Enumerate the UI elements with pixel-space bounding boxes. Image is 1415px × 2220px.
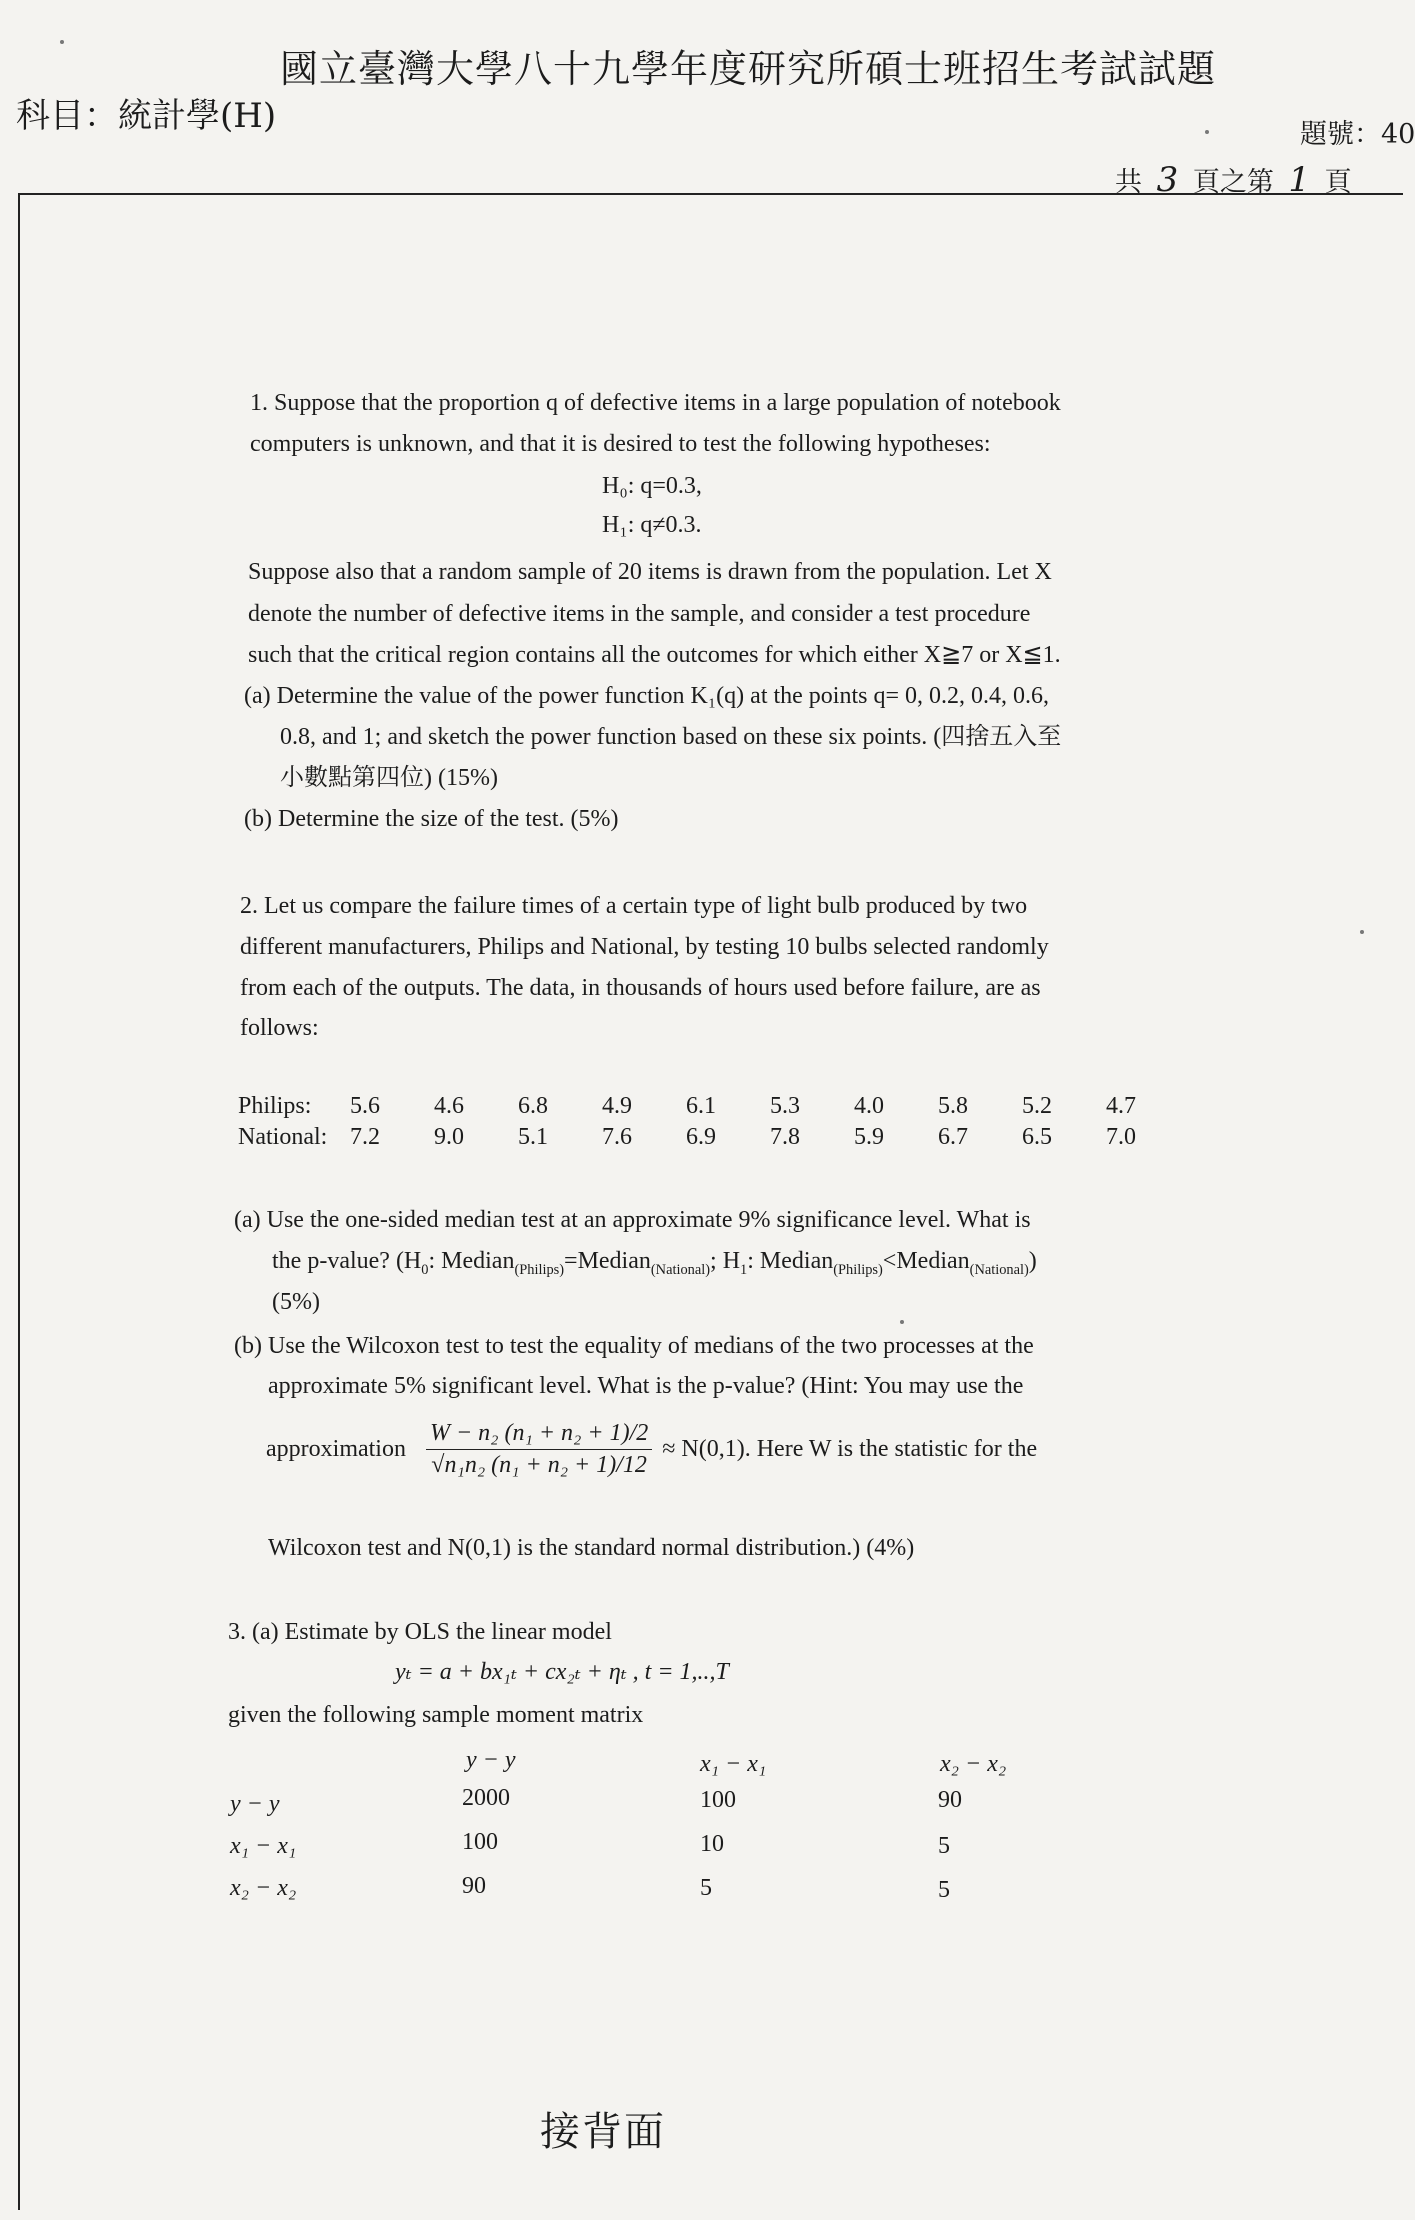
question-number: 題號：40 xyxy=(1300,119,1415,150)
data-cell: 7.6 xyxy=(602,1124,632,1150)
data-cell: 9.0 xyxy=(434,1124,464,1150)
q1-line3: Suppose also that a random sample of 20 items is drawn from the population. Let X xyxy=(248,559,1052,585)
scan-speck xyxy=(900,1320,904,1324)
matrix-col-header: y − y xyxy=(466,1747,516,1773)
data-cell: 4.7 xyxy=(1106,1093,1136,1119)
exam-title: 國立臺灣大學八十九學年度研究所碩士班招生考試試題 xyxy=(280,47,1217,91)
text-run: ; H xyxy=(710,1248,741,1274)
matrix-cell: 2000 xyxy=(462,1785,510,1811)
data-cell: 4.6 xyxy=(434,1093,464,1119)
data-cell: 5.6 xyxy=(350,1093,380,1119)
fraction-numerator: W − n₂ (n₁ + n₂ + 1)/2 xyxy=(426,1420,652,1450)
q2-line2: different manufacturers, Philips and National, by testing 10 bulbs selected randomly xyxy=(240,934,1049,960)
subject-label: 科目：統計學(H) xyxy=(16,96,277,136)
text-run: =Median xyxy=(564,1248,651,1274)
matrix-row-label: y − y xyxy=(230,1791,280,1817)
matrix-cell: 90 xyxy=(938,1787,962,1813)
q1-line4: denote the number of defective items in the sample, and consider a test procedure xyxy=(248,601,1031,627)
data-cell: 5.8 xyxy=(938,1093,968,1119)
data-cell: 5.1 xyxy=(518,1124,548,1150)
matrix-cell: 90 xyxy=(462,1873,486,1899)
matrix-row-label: x₂ − x₂ xyxy=(230,1875,297,1901)
q2-part-b-line2: approximate 5% significant level. What is the p-value? (Hint: You may use the xyxy=(268,1373,1024,1399)
pages-current: 1 xyxy=(1288,160,1311,200)
q3-line2: given the following sample moment matrix xyxy=(228,1702,644,1728)
subscript: (Philips) xyxy=(514,1261,565,1278)
q2-line1: 2. Let us compare the failure times of a certain type of light bulb produced by two xyxy=(240,893,1028,919)
pages-suffix: 頁 xyxy=(1324,167,1352,198)
matrix-row-label: x₁ − x₁ xyxy=(230,1833,297,1859)
q1-h0: H₀: q=0.3, xyxy=(602,473,702,499)
subscript: (Philips) xyxy=(833,1261,883,1278)
matrix-cell: 100 xyxy=(700,1787,736,1813)
matrix-cell: 5 xyxy=(700,1875,712,1901)
matrix-cell: 100 xyxy=(462,1829,498,1855)
text-run: : Median xyxy=(747,1248,834,1274)
scan-speck xyxy=(1205,130,1209,134)
q2-part-b-line1: (b) Use the Wilcoxon test to test the equality of medians of the two processes at the xyxy=(234,1333,1034,1359)
text-run: <Median xyxy=(882,1248,970,1274)
approximation-tail: ≈ N(0,1). Here W is the statistic for the xyxy=(662,1436,1038,1462)
national-data-row xyxy=(238,1124,1190,1151)
data-cell: 6.9 xyxy=(686,1124,716,1150)
pages-mid: 頁之第 xyxy=(1192,167,1274,198)
text-run: ) xyxy=(1028,1248,1037,1274)
q2-part-a-line2 xyxy=(272,1241,1037,1291)
scan-speck xyxy=(1360,930,1364,934)
matrix-col-header: x₁ − x₁ xyxy=(700,1751,767,1777)
q1-part-b: (b) Determine the size of the test. (5%) xyxy=(244,806,619,832)
fraction-denominator: √n₁n₂ (n₁ + n₂ + 1)/12 xyxy=(431,1452,647,1478)
q2-line3: from each of the outputs. The data, in thousands of hours used before failure, are as xyxy=(240,975,1041,1001)
data-cell: 6.7 xyxy=(938,1124,968,1150)
national-label: National: xyxy=(238,1124,328,1150)
data-cell: 5.3 xyxy=(770,1093,800,1119)
subscript: 1 xyxy=(740,1261,748,1278)
q1-h1: H₁: q≠0.3. xyxy=(602,512,702,538)
philips-data-row xyxy=(238,1093,1190,1120)
data-cell: 6.8 xyxy=(518,1093,548,1119)
q2-part-a-line1: (a) Use the one-sided median test at an approximate 9% significance level. What is xyxy=(234,1207,1031,1233)
approximation-label: approximation xyxy=(266,1436,406,1462)
data-cell: 4.9 xyxy=(602,1093,632,1119)
data-cell: 7.2 xyxy=(350,1124,380,1150)
data-cell: 6.5 xyxy=(1022,1124,1052,1150)
q1-part-a-line1: (a) Determine the value of the power function K₁(q) at the points q= 0, 0.2, 0.4, 0.6, xyxy=(244,683,1050,709)
q1-line1: 1. Suppose that the proportion q of defective items in a large population of notebook xyxy=(250,390,1061,416)
pages-total: 3 xyxy=(1156,160,1179,200)
data-cell: 5.2 xyxy=(1022,1093,1052,1119)
matrix-col-header: x₂ − x₂ xyxy=(940,1751,1007,1777)
turn-over-note: 接背面 xyxy=(540,2109,666,2155)
data-cell: 7.8 xyxy=(770,1124,800,1150)
pages-prefix: 共 xyxy=(1115,167,1142,198)
scan-speck xyxy=(60,40,64,44)
q1-line2: computers is unknown, and that it is desired to test the following hypotheses: xyxy=(250,431,991,457)
data-cell: 4.0 xyxy=(854,1093,884,1119)
subscript: (National) xyxy=(650,1261,711,1278)
matrix-cell: 10 xyxy=(700,1831,724,1857)
matrix-cell: 5 xyxy=(938,1877,950,1903)
philips-label: Philips: xyxy=(238,1093,312,1119)
subscript: 0 xyxy=(421,1261,429,1278)
text-run: the p-value? (H xyxy=(272,1248,422,1274)
q1-part-a-line2: 0.8, and 1; and sketch the power function based on these six points. (四捨五入至 xyxy=(280,724,1062,750)
q1-line5: such that the critical region contains all the outcomes for which either X≧7 or X≦1. xyxy=(248,642,1061,668)
wilcoxon-fraction xyxy=(426,1420,652,1479)
q3-line1: 3. (a) Estimate by OLS the linear model xyxy=(228,1619,612,1645)
q2-line4: follows: xyxy=(240,1015,319,1041)
q2-part-b-line4: Wilcoxon test and N(0,1) is the standard normal distribution.) (4%) xyxy=(268,1535,915,1561)
text-run: : Median xyxy=(428,1248,515,1274)
q2-part-a-line3: (5%) xyxy=(272,1289,320,1315)
data-cell: 6.1 xyxy=(686,1093,716,1119)
approximation-formula-line xyxy=(266,1420,1037,1479)
q3-model-equation: yₜ = a + bx₁ₜ + cx₂ₜ + ηₜ , t = 1,..,T xyxy=(395,1659,729,1685)
subscript: (National) xyxy=(969,1261,1029,1278)
matrix-cell: 5 xyxy=(938,1833,950,1859)
q1-part-a-line3: 小數點第四位) (15%) xyxy=(280,765,498,791)
data-cell: 7.0 xyxy=(1106,1124,1136,1150)
data-cell: 5.9 xyxy=(854,1124,884,1150)
